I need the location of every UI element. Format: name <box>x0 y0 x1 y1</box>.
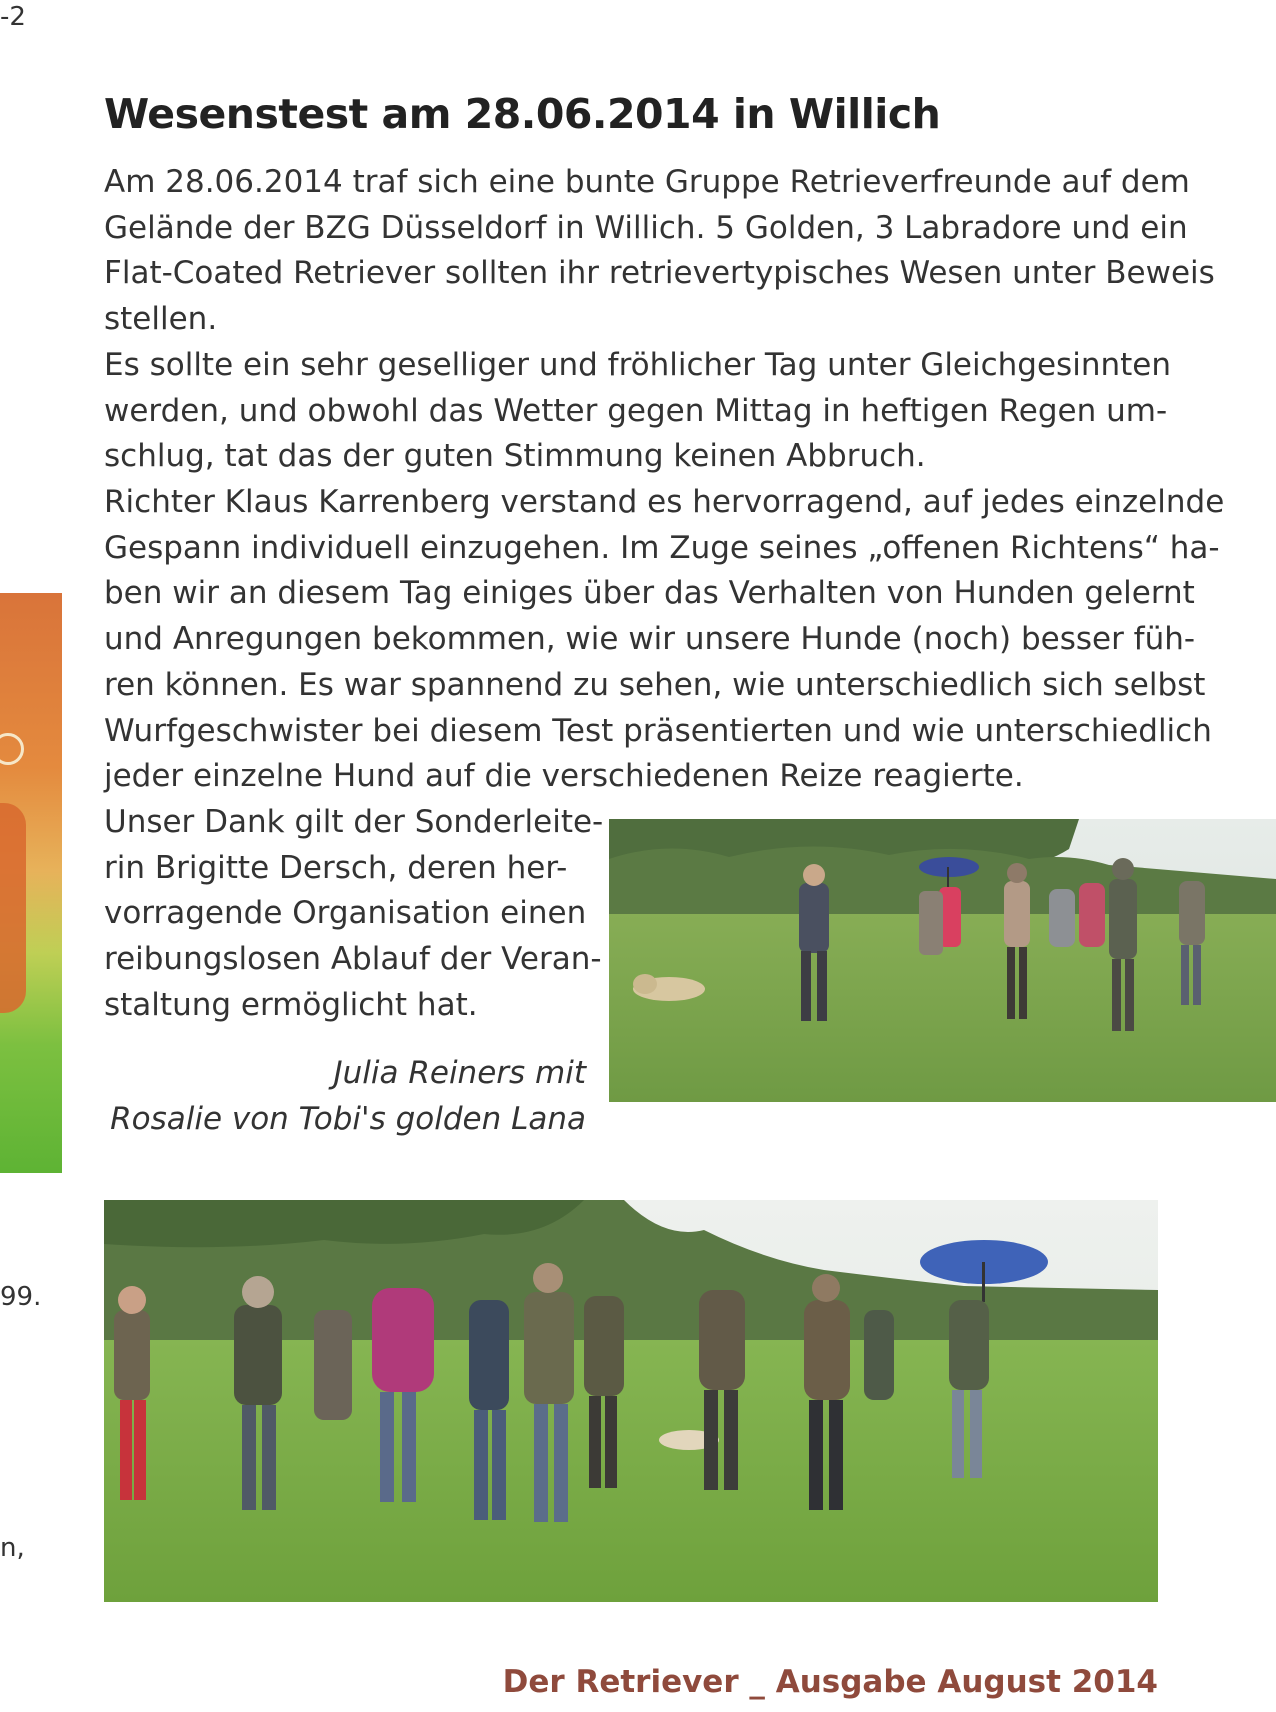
text-line: und Anregungen bekommen, wie wir unsere Hunde (noch) besser füh- <box>104 621 1196 658</box>
text-line: Es sollte ein sehr geselliger und fröhlicher Tag unter Gleichgesinnten <box>104 347 1171 383</box>
edge-fragment-lower: n, <box>0 1533 25 1563</box>
illustration-figure <box>0 803 26 1013</box>
neighbour-page-illustration <box>0 593 62 1173</box>
text-line: ben wir an diesem Tag einiges über das Verhalten von Hunden gelernt <box>104 575 1195 612</box>
article-paragraph-1 <box>104 160 1215 343</box>
text-line: Gelände der BZG Düsseldorf in Willich. 5 Golden, 3 Labradore und ein <box>104 209 1188 246</box>
article-paragraph-3 <box>104 480 1224 800</box>
text-line: vorragende Organisation einen <box>104 895 587 932</box>
text-line: jeder einzelne Hund auf die verschiedenen Reize reagierte. <box>104 758 1024 795</box>
article-title: Wesenstest am 28.06.2014 in Willich <box>104 90 941 138</box>
text-line: Richter Klaus Karrenberg verstand es hervorragend, auf jedes einzelnde <box>104 484 1225 520</box>
text-line: Unser Dank gilt der Sonderleite- <box>104 804 604 840</box>
text-line: Am 28.06.2014 traf sich eine bunte Gruppe Retrieverfreunde auf dem <box>104 164 1190 200</box>
article-paragraph-2 <box>104 343 1171 480</box>
text-line: stellen. <box>104 301 218 338</box>
photo-group-meadow-small <box>609 819 1276 1102</box>
edge-fragment-middle: 99. <box>0 1282 42 1312</box>
author-line-1: Julia Reiners mit <box>333 1055 586 1091</box>
text-line: rin Brigitte Dersch, deren her- <box>104 849 568 886</box>
text-line: ren können. Es war spannend zu sehen, wie unterschiedlich sich selbst <box>104 666 1206 703</box>
author-signature <box>110 1050 586 1142</box>
publication-footer: Der Retriever _ Ausgabe August 2014 <box>502 1664 1158 1700</box>
photo-group-meadow-large <box>104 1200 1158 1602</box>
article-paragraph-4 <box>104 800 603 1029</box>
text-line: Flat-Coated Retriever sollten ihr retrievertypisches Wesen unter Beweis <box>104 255 1215 292</box>
text-line: reibungslosen Ablauf der Veran- <box>104 941 602 978</box>
text-line: Gespann individuell einzugehen. Im Zuge seines „offenen Richtens“ ha- <box>104 529 1220 566</box>
edge-fragment-top: -2 <box>0 2 26 32</box>
author-line-2: Rosalie von Tobi's golden Lana <box>110 1101 586 1137</box>
text-line: Wurfgeschwister bei diesem Test präsentierten und wie unterschiedlich <box>104 712 1212 749</box>
text-line: schlug, tat das der guten Stimmung keinen Abbruch. <box>104 438 926 475</box>
text-line: staltung ermöglicht hat. <box>104 986 478 1023</box>
illustration-ring <box>0 733 24 765</box>
text-line: werden, und obwohl das Wetter gegen Mittag in heftigen Regen um- <box>104 392 1168 429</box>
